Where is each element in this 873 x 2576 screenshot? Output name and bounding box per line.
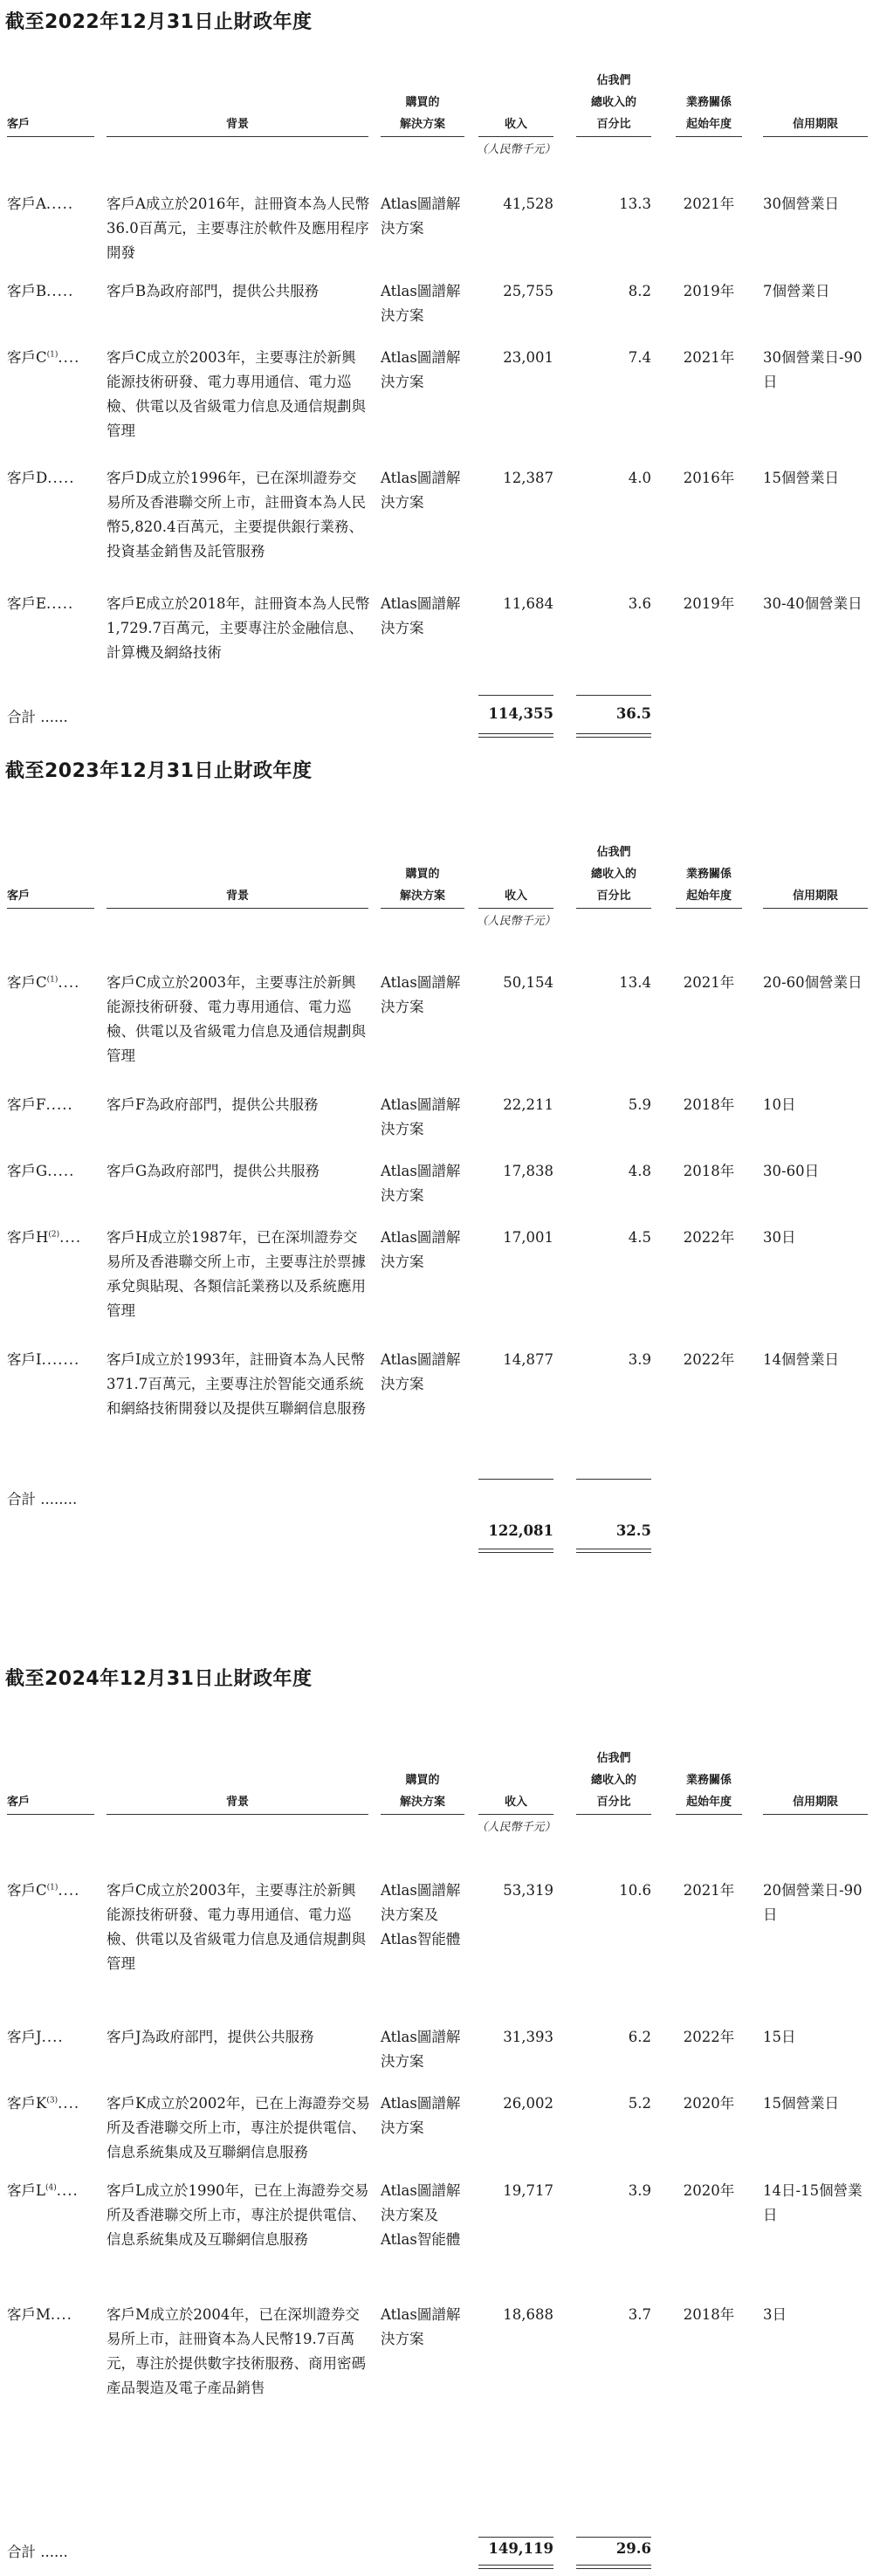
header-customer: 客戶 xyxy=(7,1796,31,1809)
revenue-percentage: 3.9 xyxy=(628,1351,651,1368)
customer-name: 客戶B..... xyxy=(7,283,74,299)
subtotal-rule xyxy=(478,2537,553,2538)
credit-term: 15個營業日 xyxy=(763,2095,839,2112)
solution-purchased: Atlas圖譜解決方案 xyxy=(381,1163,461,1204)
header-underline xyxy=(107,136,368,137)
credit-term: 30日 xyxy=(763,1229,796,1246)
revenue-value: 26,002 xyxy=(503,2095,553,2112)
relationship-start-year: 2022年 xyxy=(683,1229,735,1246)
revenue-percentage: 13.3 xyxy=(619,196,651,212)
customer-name: 客戶J.... xyxy=(7,2029,64,2045)
relationship-start-year: 2022年 xyxy=(683,2029,735,2045)
revenue-percentage: 3.6 xyxy=(628,595,651,612)
header-revenue: 收入 xyxy=(504,118,527,131)
revenue-value: 31,393 xyxy=(503,2029,553,2045)
solution-purchased: Atlas圖譜解決方案 xyxy=(381,2029,461,2070)
revenue-value: 23,001 xyxy=(503,349,553,366)
solution-purchased: Atlas圖譜解決方案及Atlas智能體 xyxy=(381,2182,461,2248)
solution-purchased: Atlas圖譜解決方案 xyxy=(381,1229,461,1270)
header-underline xyxy=(478,1814,553,1815)
total-double-rule xyxy=(478,733,553,738)
revenue-percentage: 13.4 xyxy=(619,974,651,991)
customer-name: 客戶M.... xyxy=(7,2306,72,2323)
relationship-start-year: 2021年 xyxy=(683,974,735,991)
relationship-start-year: 2016年 xyxy=(683,470,735,486)
header-revenue: 收入 xyxy=(504,890,527,903)
revenue-value: 22,211 xyxy=(503,1096,553,1113)
header-underline xyxy=(576,908,651,909)
revenue-percentage: 3.9 xyxy=(628,2182,651,2199)
header-year: 業務關係 起始年度 xyxy=(685,96,732,131)
customer-background: 客戶E成立於2018年，註冊資本為人民幣1,729.7百萬元，主要專注於金融信息、計算機及網絡技術 xyxy=(107,595,370,661)
revenue-value: 41,528 xyxy=(503,196,553,212)
revenue-value: 14,877 xyxy=(503,1351,553,1368)
revenue-value: 53,319 xyxy=(503,1882,553,1899)
revenue-value: 50,154 xyxy=(503,974,553,991)
header-underline xyxy=(478,136,553,137)
credit-term: 20-60個營業日 xyxy=(763,974,863,991)
header-underline xyxy=(381,908,464,909)
relationship-start-year: 2022年 xyxy=(683,1351,735,1368)
credit-term: 14日-15個營業日 xyxy=(763,2182,863,2223)
revenue-value: 17,001 xyxy=(503,1229,553,1246)
revenue-value: 25,755 xyxy=(503,283,553,299)
customer-name: 客戶G..... xyxy=(7,1163,75,1179)
solution-purchased: Atlas圖譜解決方案 xyxy=(381,595,461,636)
credit-term: 7個營業日 xyxy=(763,283,830,299)
header-background: 背景 xyxy=(225,118,249,131)
revenue-percentage: 5.9 xyxy=(628,1096,651,1113)
revenue-value: 12,387 xyxy=(503,470,553,486)
revenue-percentage: 3.7 xyxy=(628,2306,651,2323)
total-revenue: 122,081 xyxy=(488,1522,553,1539)
total-percentage: 29.6 xyxy=(615,2540,651,2557)
section-title: 截至2023年12月31日止財政年度 xyxy=(5,760,313,782)
header-underline xyxy=(576,136,651,137)
subtotal-rule xyxy=(576,2537,651,2538)
header-underline xyxy=(763,1814,868,1815)
customer-background: 客戶A成立於2016年，註冊資本為人民幣36.0百萬元，主要專注於軟件及應用程序開發 xyxy=(107,196,370,261)
header-credit: 信用期限 xyxy=(792,118,838,131)
credit-term: 30-60日 xyxy=(763,1163,820,1179)
revenue-percentage: 10.6 xyxy=(619,1882,651,1899)
revenue-percentage: 4.5 xyxy=(628,1229,651,1246)
total-percentage: 36.5 xyxy=(615,705,651,722)
customer-background: 客戶I成立於1993年，註冊資本為人民幣371.7百萬元，主要專注於智能交通系統和網絡技術開發以及提供互聯網信息服務 xyxy=(107,1351,366,1417)
total-double-rule xyxy=(478,2565,553,2569)
header-solution: 購買的 解決方案 xyxy=(399,1774,445,1809)
total-revenue: 114,355 xyxy=(488,705,553,722)
solution-purchased: Atlas圖譜解決方案 xyxy=(381,2306,461,2347)
revenue-value: 17,838 xyxy=(503,1163,553,1179)
header-pct: 佔我們 總收入的 百分比 xyxy=(590,74,636,131)
customer-background: 客戶B為政府部門，提供公共服務 xyxy=(107,283,320,299)
header-underline xyxy=(576,1814,651,1815)
credit-term: 14個營業日 xyxy=(763,1351,839,1368)
header-background: 背景 xyxy=(225,1796,249,1809)
section-title: 截至2022年12月31日止財政年度 xyxy=(5,11,313,33)
customer-background: 客戶C成立於2003年，主要專注於新興能源技術研發、電力專用通信、電力巡檢、供電以及省級電力信息及通信規劃與管理 xyxy=(107,349,366,439)
revenue-value: 11,684 xyxy=(503,595,553,612)
revenue-percentage: 6.2 xyxy=(628,2029,651,2045)
customer-name: 客戶$C^{(1)}$.... xyxy=(7,974,80,991)
header-underline xyxy=(763,908,868,909)
customer-background: 客戶D成立於1996年，已在深圳證券交易所及香港聯交所上市，註冊資本為人民幣5,820.4百萬元，主要提供銀行業務、投資基金銷售及託管服務 xyxy=(107,470,366,560)
solution-purchased: Atlas圖譜解決方案 xyxy=(381,283,461,324)
relationship-start-year: 2019年 xyxy=(683,283,735,299)
credit-term: 15日 xyxy=(763,2029,796,2045)
customer-background: 客戶C成立於2003年，主要專注於新興能源技術研發、電力專用通信、電力巡檢、供電以及省級電力信息及通信規劃與管理 xyxy=(107,1882,366,1972)
customer-background: 客戶F為政府部門，提供公共服務 xyxy=(107,1096,319,1113)
unit-label: （人民幣千元） xyxy=(476,1821,556,1834)
credit-term: 30個營業日 xyxy=(763,196,839,212)
customer-name: 客戶F..... xyxy=(7,1096,73,1113)
header-underline xyxy=(676,908,742,909)
solution-purchased: Atlas圖譜解決方案 xyxy=(381,1096,461,1137)
header-credit: 信用期限 xyxy=(792,1796,838,1809)
revenue-percentage: 7.4 xyxy=(628,349,651,366)
customer-background: 客戶J為政府部門，提供公共服務 xyxy=(107,2029,314,2045)
customer-name: 客戶$C^{(1)}$.... xyxy=(7,1882,80,1899)
unit-label: （人民幣千元） xyxy=(476,143,556,156)
section-title: 截至2024年12月31日止財政年度 xyxy=(5,1668,313,1690)
unit-label: （人民幣千元） xyxy=(476,915,556,928)
customer-background: 客戶M成立於2004年，已在深圳證券交易所上市，註冊資本為人民幣19.7百萬元，專注於提供數字技術服務、商用密碼產品製造及電子產品銷售 xyxy=(107,2306,366,2396)
customer-name: 客戶$K^{(3)}$.... xyxy=(7,2095,80,2112)
relationship-start-year: 2021年 xyxy=(683,196,735,212)
solution-purchased: Atlas圖譜解決方案 xyxy=(381,1351,461,1392)
header-year: 業務關係 起始年度 xyxy=(685,868,732,903)
customer-name: 客戶I....... xyxy=(7,1351,80,1368)
revenue-percentage: 4.8 xyxy=(628,1163,651,1179)
header-customer: 客戶 xyxy=(7,118,31,131)
solution-purchased: Atlas圖譜解決方案 xyxy=(381,974,461,1015)
header-customer: 客戶 xyxy=(7,890,31,903)
header-underline xyxy=(7,1814,94,1815)
relationship-start-year: 2019年 xyxy=(683,595,735,612)
total-double-rule xyxy=(478,1549,553,1553)
subtotal-rule xyxy=(478,695,553,696)
total-double-rule xyxy=(576,733,651,738)
header-solution: 購買的 解決方案 xyxy=(399,96,445,131)
total-label: 合計 ...... xyxy=(7,709,68,725)
header-solution: 購買的 解決方案 xyxy=(399,868,445,903)
header-underline xyxy=(381,136,464,137)
customer-background: 客戶G為政府部門，提供公共服務 xyxy=(107,1163,320,1179)
revenue-percentage: 8.2 xyxy=(628,283,651,299)
relationship-start-year: 2018年 xyxy=(683,1163,735,1179)
revenue-value: 19,717 xyxy=(503,2182,553,2199)
solution-purchased: Atlas圖譜解決方案 xyxy=(381,196,461,237)
relationship-start-year: 2020年 xyxy=(683,2182,735,2199)
relationship-start-year: 2018年 xyxy=(683,1096,735,1113)
customer-name: 客戶A..... xyxy=(7,196,74,212)
header-pct: 佔我們 總收入的 百分比 xyxy=(590,1752,636,1809)
revenue-percentage: 5.2 xyxy=(628,2095,651,2112)
relationship-start-year: 2018年 xyxy=(683,2306,735,2323)
solution-purchased: Atlas圖譜解決方案 xyxy=(381,2095,461,2136)
credit-term: 20個營業日-90日 xyxy=(763,1882,863,1923)
header-underline xyxy=(381,1814,464,1815)
header-underline xyxy=(763,136,868,137)
customer-name: 客戶D..... xyxy=(7,470,75,486)
credit-term: 3日 xyxy=(763,2306,787,2323)
header-underline xyxy=(7,136,94,137)
header-underline xyxy=(107,1814,368,1815)
customer-name: 客戶E..... xyxy=(7,595,74,612)
solution-purchased: Atlas圖譜解決方案 xyxy=(381,349,461,390)
credit-term: 10日 xyxy=(763,1096,796,1113)
total-label: 合計 ........ xyxy=(7,1491,78,1508)
total-double-rule xyxy=(576,1549,651,1553)
header-pct: 佔我們 總收入的 百分比 xyxy=(590,846,636,903)
header-year: 業務關係 起始年度 xyxy=(685,1774,732,1809)
relationship-start-year: 2020年 xyxy=(683,2095,735,2112)
header-underline xyxy=(676,136,742,137)
solution-purchased: Atlas圖譜解決方案及Atlas智能體 xyxy=(381,1882,461,1947)
total-label: 合計 ...... xyxy=(7,2544,68,2560)
customer-name: 客戶$H^{(2)}$.... xyxy=(7,1229,82,1246)
header-underline xyxy=(478,908,553,909)
credit-term: 30個營業日-90日 xyxy=(763,349,863,390)
customer-background: 客戶L成立於1990年，已在上海證券交易所及香港聯交所上市，專注於提供電信、信息系統集成及互聯網信息服務 xyxy=(107,2182,369,2248)
solution-purchased: Atlas圖譜解決方案 xyxy=(381,470,461,511)
customer-name: 客戶$L^{(4)}$.... xyxy=(7,2182,79,2199)
revenue-value: 18,688 xyxy=(503,2306,553,2323)
total-double-rule xyxy=(576,2565,651,2569)
customer-background: 客戶C成立於2003年，主要專注於新興能源技術研發、電力專用通信、電力巡檢、供電以及省級電力信息及通信規劃與管理 xyxy=(107,974,366,1064)
total-percentage: 32.5 xyxy=(615,1522,651,1539)
customer-name: 客戶$C^{(1)}$.... xyxy=(7,349,80,366)
header-underline xyxy=(7,908,94,909)
relationship-start-year: 2021年 xyxy=(683,1882,735,1899)
revenue-percentage: 4.0 xyxy=(628,470,651,486)
header-underline xyxy=(107,908,368,909)
header-underline xyxy=(676,1814,742,1815)
header-revenue: 收入 xyxy=(504,1796,527,1809)
total-revenue: 149,119 xyxy=(488,2540,553,2557)
credit-term: 15個營業日 xyxy=(763,470,839,486)
subtotal-rule xyxy=(478,1479,553,1480)
customer-background: 客戶K成立於2002年，已在上海證券交易所及香港聯交所上市，專注於提供電信、信息系統集成及互聯網信息服務 xyxy=(107,2095,370,2160)
credit-term: 30-40個營業日 xyxy=(763,595,863,612)
relationship-start-year: 2021年 xyxy=(683,349,735,366)
header-background: 背景 xyxy=(225,890,249,903)
subtotal-rule xyxy=(576,695,651,696)
customer-background: 客戶H成立於1987年，已在深圳證券交易所及香港聯交所上市，主要專注於票據承兌與貼現、各類信託業務以及系統應用管理 xyxy=(107,1229,366,1319)
subtotal-rule xyxy=(576,1479,651,1480)
header-credit: 信用期限 xyxy=(792,890,838,903)
